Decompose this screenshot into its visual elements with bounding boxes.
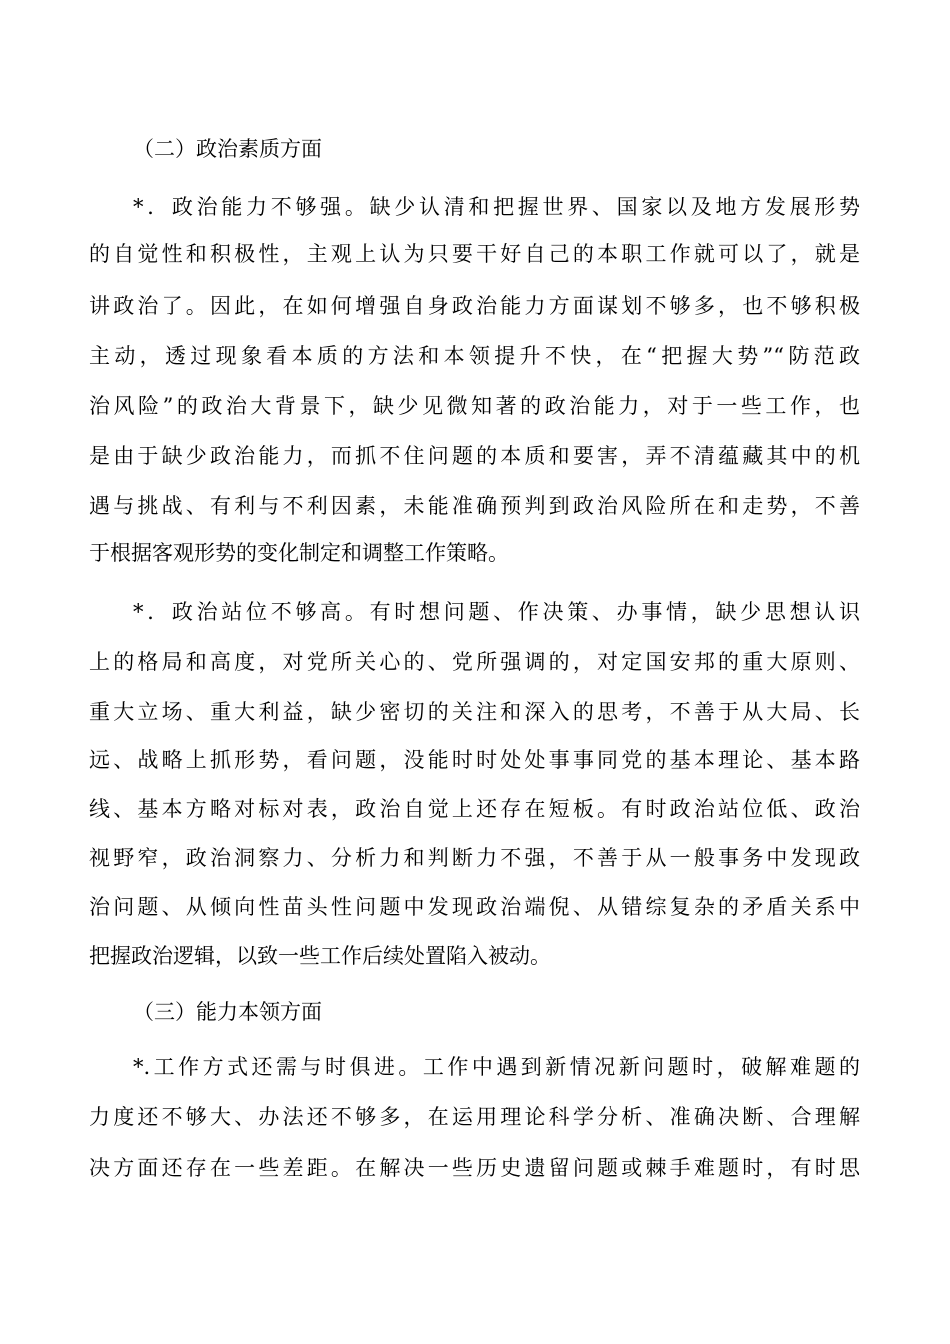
paragraph-line: 上的格局和高度，对党所关心的、党所强调的，对定国安邦的重大原则、 — [89, 650, 860, 674]
section-heading-political-quality: （二）政治素质方面 — [133, 137, 322, 161]
paragraph-line: 讲政治了。因此，在如何增强自身政治能力方面谋划不够多，也不够积极 — [89, 294, 860, 318]
paragraph-line: 力度还不够大、办法还不够多，在运用理论科学分析、准确决断、合理解 — [89, 1105, 860, 1129]
paragraph-line: 把握政治逻辑，以致一些工作后续处置陷入被动。 — [89, 944, 551, 968]
paragraph-line: *．政治站位不够高。有时想问题、作决策、办事情，缺少思想认识 — [133, 600, 860, 624]
paragraph-line: 的自觉性和积极性，主观上认为只要干好自己的本职工作就可以了，就是 — [89, 242, 860, 266]
paragraph-line: 视野窄，政治洞察力、分析力和判断力不强，不善于从一般事务中发现政 — [89, 846, 860, 870]
paragraph-line: 治问题、从倾向性苗头性问题中发现政治端倪、从错综复杂的矛盾关系中 — [89, 895, 860, 919]
section-heading-ability: （三）能力本领方面 — [133, 1000, 322, 1024]
paragraph-line: 治风险”的政治大背景下，缺少见微知著的政治能力，对于一些工作，也 — [89, 394, 860, 418]
paragraph-line: 重大立场、重大利益，缺少密切的关注和深入的思考，不善于从大局、长 — [89, 700, 860, 724]
paragraph-line: 决方面还存在一些差距。在解决一些历史遗留问题或棘手难题时，有时思 — [89, 1156, 860, 1180]
paragraph-line: *．政治能力不够强。缺少认清和把握世界、国家以及地方发展形势 — [133, 195, 860, 219]
paragraph-line: 远、战略上抓形势，看问题，没能时时处处事事同党的基本理论、基本路 — [89, 748, 860, 772]
paragraph-line: 线、基本方略对标对表，政治自觉上还存在短板。有时政治站位低、政治 — [89, 797, 860, 821]
paragraph-line: 是由于缺少政治能力，而抓不住问题的本质和要害，弄不清蕴藏其中的机 — [89, 444, 860, 468]
paragraph-line: 遇与挑战、有利与不利因素，未能准确预判到政治风险所在和走势，不善 — [89, 494, 860, 518]
paragraph-line: *.工作方式还需与时俱进。工作中遇到新情况新问题时，破解难题的 — [133, 1055, 860, 1079]
paragraph-line: 于根据客观形势的变化制定和调整工作策略。 — [89, 541, 509, 565]
paragraph-line: 主动，透过现象看本质的方法和本领提升不快，在“把握大势”“防范政 — [89, 344, 860, 368]
